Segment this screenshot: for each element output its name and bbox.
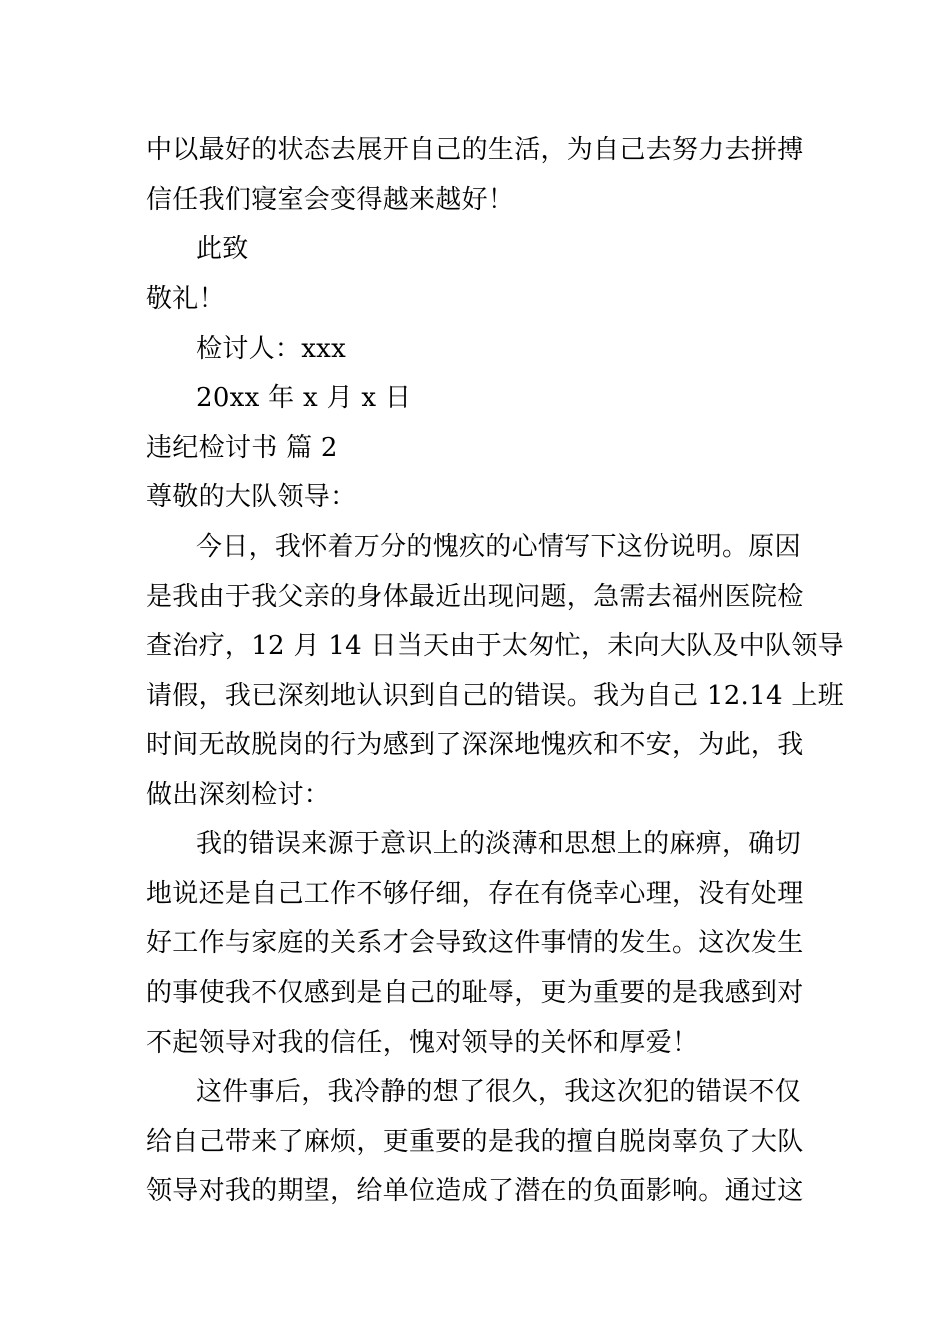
text-line-2: 信任我们寝室会变得越来越好！: [146, 185, 515, 215]
closing-regards: 敬礼！: [146, 284, 225, 314]
signature-date: 20xx 年 x 月 x 日: [196, 383, 412, 413]
paragraph-2-line-5: 不起领导对我的信任，愧对领导的关怀和厚爱！: [146, 1028, 699, 1058]
paragraph-3-line-1: 这件事后，我冷静的想了很久，我这次犯的错误不仅: [196, 1077, 801, 1107]
paragraph-1-line-2: 是我由于我父亲的身体最近出现问题，急需去福州医院检: [146, 582, 804, 612]
paragraph-2-line-2: 地说还是自己工作不够仔细，存在有侥幸心理，没有处理: [146, 879, 804, 909]
section-heading: 违纪检讨书 篇 2: [146, 433, 338, 463]
paragraph-1-line-1: 今日，我怀着万分的愧疚的心情写下这份说明。原因: [196, 532, 801, 562]
paragraph-1-line-5: 时间无故脱岗的行为感到了深深地愧疚和不安，为此，我: [146, 730, 804, 760]
paragraph-3-line-3: 领导对我的期望，给单位造成了潜在的负面影响。通过这: [146, 1176, 804, 1206]
paragraph-2-line-1: 我的错误来源于意识上的淡薄和思想上的麻痹，确切: [196, 829, 801, 859]
paragraph-1-line-6: 做出深刻检讨：: [146, 780, 331, 810]
closing-salutation: 此致: [196, 234, 249, 264]
paragraph-2-line-3: 好工作与家庭的关系才会导致这件事情的发生。这次发生: [146, 928, 804, 958]
paragraph-3-line-2: 给自己带来了麻烦，更重要的是我的擅自脱岗辜负了大队: [146, 1127, 804, 1157]
paragraph-2-line-4: 的事使我不仅感到是自己的耻辱，更为重要的是我感到对: [146, 978, 804, 1008]
signature-author: 检讨人：xxx: [196, 334, 347, 364]
paragraph-1-line-3: 查治疗，12 月 14 日当天由于太匆忙，未向大队及中队领导: [146, 631, 844, 661]
greeting: 尊敬的大队领导：: [146, 482, 357, 512]
paragraph-1-line-4: 请假，我已深刻地认识到自己的错误。我为自己 12.14 上班: [146, 681, 844, 711]
text-line-1: 中以最好的状态去展开自己的生活，为自己去努力去拼搏: [146, 135, 804, 165]
